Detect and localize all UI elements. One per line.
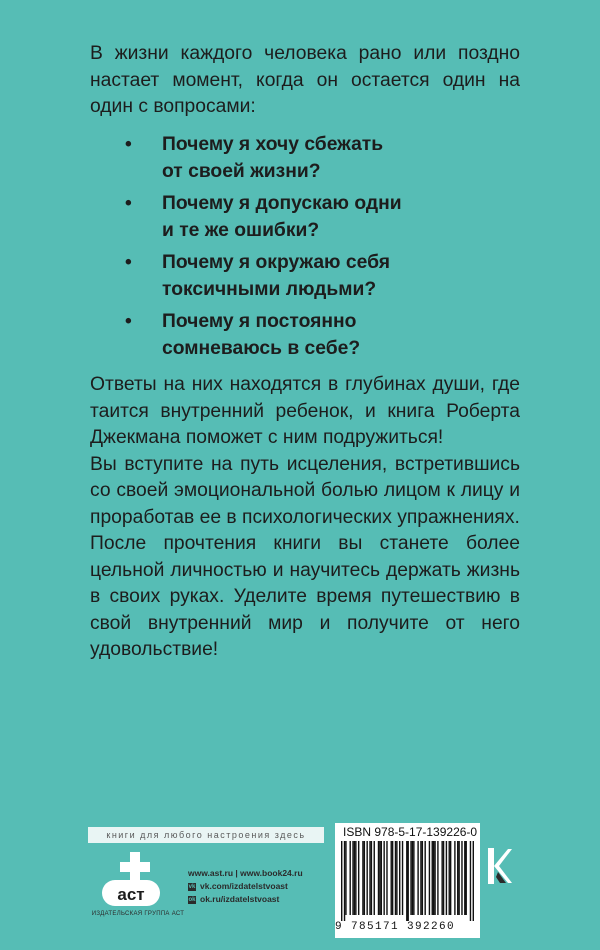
- barcode-bar: [352, 841, 353, 915]
- ast-logo-icon: [100, 850, 162, 910]
- question-line: от своей жизни?: [162, 160, 321, 182]
- barcode-bar: [437, 841, 438, 915]
- question-item: [125, 250, 432, 303]
- barcode-bar: [399, 841, 400, 915]
- barcode-bar: [422, 841, 423, 915]
- ok-link[interactable]: [188, 893, 303, 906]
- bullet-icon: •: [125, 252, 132, 273]
- barcode-bar: [410, 841, 411, 915]
- logo-text: аст: [117, 885, 145, 904]
- barcode-bar: [473, 841, 474, 921]
- barcode-bar: [386, 841, 387, 915]
- barcode-bar: [344, 841, 345, 921]
- barcode-bar: [366, 841, 367, 915]
- barcode-bar: [371, 841, 372, 915]
- barcode-bar: [433, 841, 434, 915]
- ok-icon: ok: [188, 896, 196, 903]
- barcode-bar: [383, 841, 384, 915]
- barcode-bar: [412, 841, 413, 915]
- barcode-bar: [461, 841, 462, 915]
- barcode-bar: [441, 841, 442, 915]
- vk-link[interactable]: [188, 880, 303, 893]
- barcode-bar: [392, 841, 393, 915]
- description-paragraph: После прочтения книги вы станете более цельной личностью и научитесь держать жизнь в своих руках. Уделите время путешествию в свой внутренний мир и получите от него удовольствие!: [90, 533, 520, 660]
- question-line: токсичными людьми?: [162, 278, 377, 300]
- vk-link-text: vk.com/izdatelstvoast: [200, 881, 288, 891]
- barcode-digits: 9 785171 392260: [335, 921, 456, 933]
- barcode-bar: [364, 841, 365, 915]
- barcode-bar: [429, 841, 430, 915]
- barcode-bar: [395, 841, 396, 915]
- question-line: Почему я окружаю себя: [162, 252, 390, 273]
- publisher-mark-icon: [486, 846, 512, 886]
- barcode-bar: [454, 841, 455, 915]
- barcode-bar: [406, 841, 407, 921]
- barcode-bar: [457, 841, 458, 915]
- question-line: сомневаюсь в себе?: [162, 337, 361, 359]
- barcode-bar: [341, 841, 342, 921]
- barcode-bar: [408, 841, 409, 921]
- description-paragraph: Ответы на них находятся в глубинах души, где таится внутренний ребенок, и книга Роберта Джекмана поможет с ним подружиться!: [90, 374, 520, 448]
- isbn-block: [335, 823, 480, 938]
- barcode-bar: [443, 841, 444, 915]
- barcode: [341, 841, 474, 921]
- barcode-bar: [466, 841, 467, 915]
- isbn-number: ISBN 978-5-17-139226-0: [343, 825, 478, 839]
- barcode-bar: [345, 841, 346, 915]
- bullet-icon: •: [125, 193, 132, 214]
- description-block: [90, 372, 520, 664]
- barcode-bar: [349, 841, 350, 915]
- barcode-bar: [432, 841, 433, 915]
- barcode-bar: [417, 841, 418, 915]
- barcode-bar: [458, 841, 459, 915]
- question-list: [125, 132, 432, 368]
- question-line: Почему я хочу сбежать: [162, 134, 384, 155]
- question-line: и те же ошибки?: [162, 219, 320, 241]
- bullet-icon: •: [125, 134, 132, 155]
- barcode-bar: [464, 841, 465, 915]
- intro-paragraph: В жизни каждого человека рано или поздно настает момент, когда он остается один на один с вопросами:: [90, 43, 520, 117]
- barcode-bar: [374, 841, 375, 915]
- barcode-bar: [450, 841, 451, 915]
- barcode-bar: [381, 841, 382, 915]
- publisher-links: [188, 867, 303, 906]
- barcode-bar: [470, 841, 471, 921]
- vk-icon: vk: [188, 883, 196, 890]
- barcode-bar: [424, 841, 425, 915]
- description-paragraph: Вы вступите на путь исцеления, встретившись со своей эмоциональной болью лицом к лицу и проработав ее в психологических упражнениях.: [90, 453, 520, 528]
- tagline-bar: книги для любого настроения здесь: [88, 827, 324, 843]
- barcode-bar: [354, 841, 355, 915]
- question-item: [125, 132, 432, 185]
- barcode-bar: [358, 841, 359, 915]
- question-line: Почему я допускаю одни: [162, 193, 402, 214]
- barcode-bar: [446, 841, 447, 915]
- websites[interactable]: www.ast.ru | www.book24.ru: [188, 868, 303, 878]
- question-item: [125, 191, 432, 244]
- barcode-bar: [362, 841, 363, 915]
- bullet-icon: •: [125, 311, 132, 332]
- barcode-bar: [413, 841, 414, 915]
- barcode-bar: [378, 841, 379, 915]
- barcode-bar: [379, 841, 380, 915]
- barcode-bar: [449, 841, 450, 915]
- barcode-bar: [402, 841, 403, 915]
- question-item: [125, 309, 432, 362]
- logo-caption: ИЗДАТЕЛЬСКАЯ ГРУППА АСТ: [91, 911, 185, 917]
- barcode-bar: [369, 841, 370, 915]
- barcode-bar: [396, 841, 397, 915]
- ok-link-text: ok.ru/izdatelstvoast: [200, 894, 280, 904]
- question-line: Почему я постоянно: [162, 311, 357, 332]
- barcode-bar: [355, 841, 356, 915]
- barcode-bar: [420, 841, 421, 915]
- barcode-bar: [434, 841, 435, 915]
- barcode-bar: [391, 841, 392, 915]
